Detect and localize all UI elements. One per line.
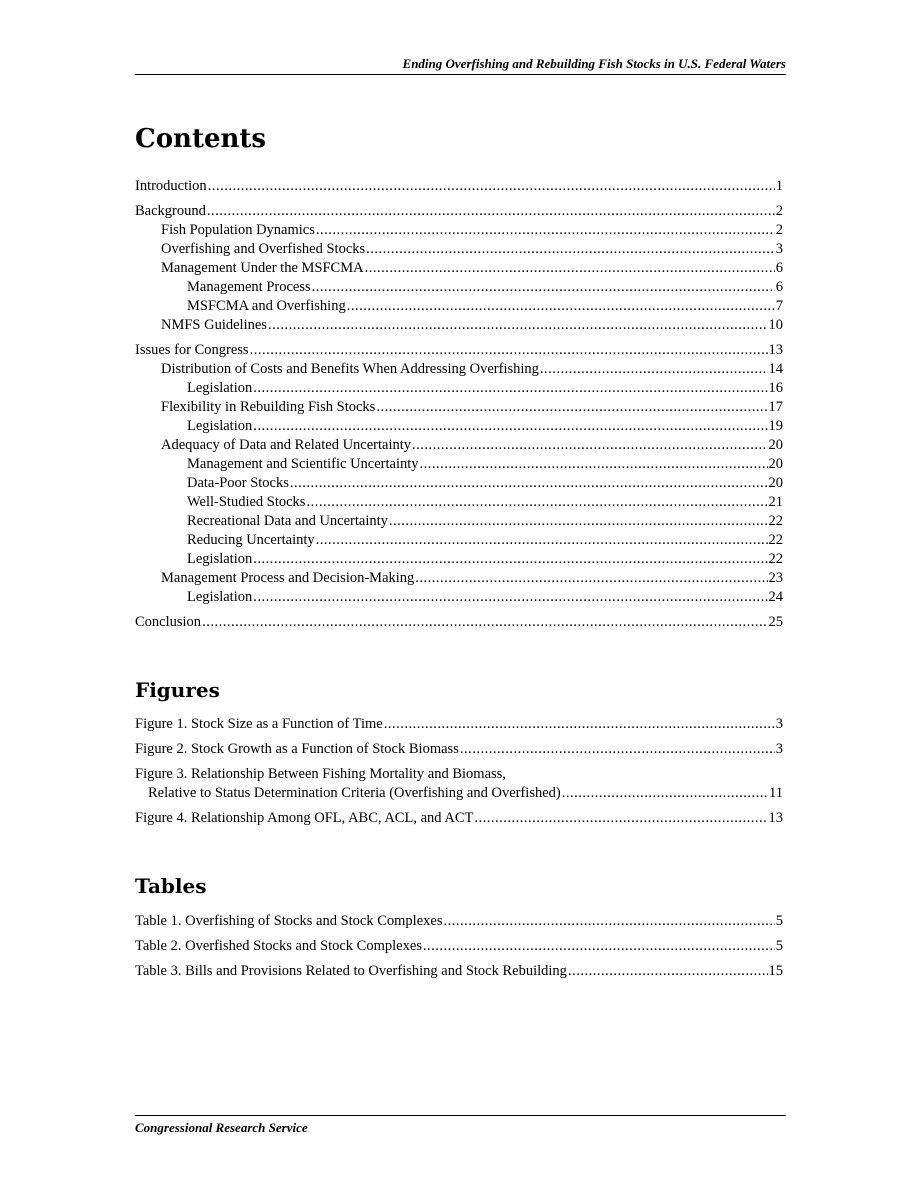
toc-entry-management-process[interactable]: Management Process ..... 6 [135, 278, 783, 297]
toc-entry-distribution-costs-benefits[interactable]: Distribution of Costs and Benefits When Addressing Overfishing ..... 14 [135, 360, 783, 379]
toc-entry-management-process-decision-making[interactable]: Management Process and Decision-Making ..... 23 [135, 569, 783, 588]
toc-entry-recreational-data[interactable]: Recreational Data and Uncertainty ..... 22 [135, 512, 783, 531]
tables-list [135, 912, 783, 981]
contents-title: Contents [135, 124, 267, 154]
table-entry[interactable]: Table 2. Overfished Stocks and Stock Complexes ..... 5 [135, 937, 783, 956]
footer-rule [135, 1115, 786, 1116]
header-rule [135, 74, 786, 75]
figure-entry[interactable]: Figure 4. Relationship Among OFL, ABC, ACL, and ACT ..... 13 [135, 809, 783, 828]
toc-entry-flexibility-rebuilding[interactable]: Flexibility in Rebuilding Fish Stocks ..... 17 [135, 398, 783, 417]
toc-entry-issues-for-congress[interactable]: Issues for Congress ..... 13 [135, 341, 783, 360]
toc-entry-introduction[interactable]: Introduction ..... 1 [135, 177, 783, 196]
toc-entry-msfcma-overfishing[interactable]: MSFCMA and Overfishing ..... 7 [135, 297, 783, 316]
toc-entry-management-under-msfcma[interactable]: Management Under the MSFCMA ..... 6 [135, 259, 783, 278]
contents-list [135, 177, 783, 632]
figures-list [135, 715, 783, 828]
figure-entry[interactable]: Figure 3. Relationship Between Fishing Mortality and Biomass, Relative to Status Determination Criteria (Overfishing and Overfished) ..... 11 [135, 765, 783, 803]
running-header: Ending Overfishing and Rebuilding Fish Stocks in U.S. Federal Waters [402, 56, 786, 71]
toc-entry-data-poor-stocks[interactable]: Data-Poor Stocks ..... 20 [135, 474, 783, 493]
figure-entry[interactable]: Figure 2. Stock Growth as a Function of Stock Biomass ..... 3 [135, 740, 783, 759]
toc-entry-conclusion[interactable]: Conclusion ..... 25 [135, 613, 783, 632]
figure-label-continuation: Relative to Status Determination Criteria (Overfishing and Overfished) [148, 785, 561, 801]
figures-title: Figures [135, 678, 220, 702]
toc-entry-nmfs-guidelines[interactable]: NMFS Guidelines ..... 10 [135, 316, 783, 335]
toc-entry-legislation[interactable]: Legislation ..... 19 [135, 417, 783, 436]
table-entry[interactable]: Table 1. Overfishing of Stocks and Stock Complexes ..... 5 [135, 912, 783, 931]
footer-organization: Congressional Research Service [135, 1120, 308, 1135]
toc-entry-fish-population-dynamics[interactable]: Fish Population Dynamics ..... 2 [135, 221, 783, 240]
table-entry[interactable]: Table 3. Bills and Provisions Related to Overfishing and Stock Rebuilding ..... 15 [135, 962, 783, 981]
toc-entry-legislation[interactable]: Legislation ..... 16 [135, 379, 783, 398]
tables-title: Tables [135, 874, 207, 898]
figure-entry[interactable]: Figure 1. Stock Size as a Function of Time ..... 3 [135, 715, 783, 734]
toc-entry-management-scientific-uncertainty[interactable]: Management and Scientific Uncertainty ..... 20 [135, 455, 783, 474]
figure-label-line: Figure 3. Relationship Between Fishing Mortality and Biomass, [135, 766, 506, 782]
toc-entry-well-studied-stocks[interactable]: Well-Studied Stocks ..... 21 [135, 493, 783, 512]
toc-entry-legislation[interactable]: Legislation ..... 24 [135, 588, 783, 607]
toc-entry-legislation[interactable]: Legislation ..... 22 [135, 550, 783, 569]
toc-entry-reducing-uncertainty[interactable]: Reducing Uncertainty ..... 22 [135, 531, 783, 550]
toc-entry-background[interactable]: Background ..... 2 [135, 202, 783, 221]
toc-entry-overfishing-overfished-stocks[interactable]: Overfishing and Overfished Stocks ..... 3 [135, 240, 783, 259]
toc-entry-adequacy-of-data[interactable]: Adequacy of Data and Related Uncertainty ..... 20 [135, 436, 783, 455]
